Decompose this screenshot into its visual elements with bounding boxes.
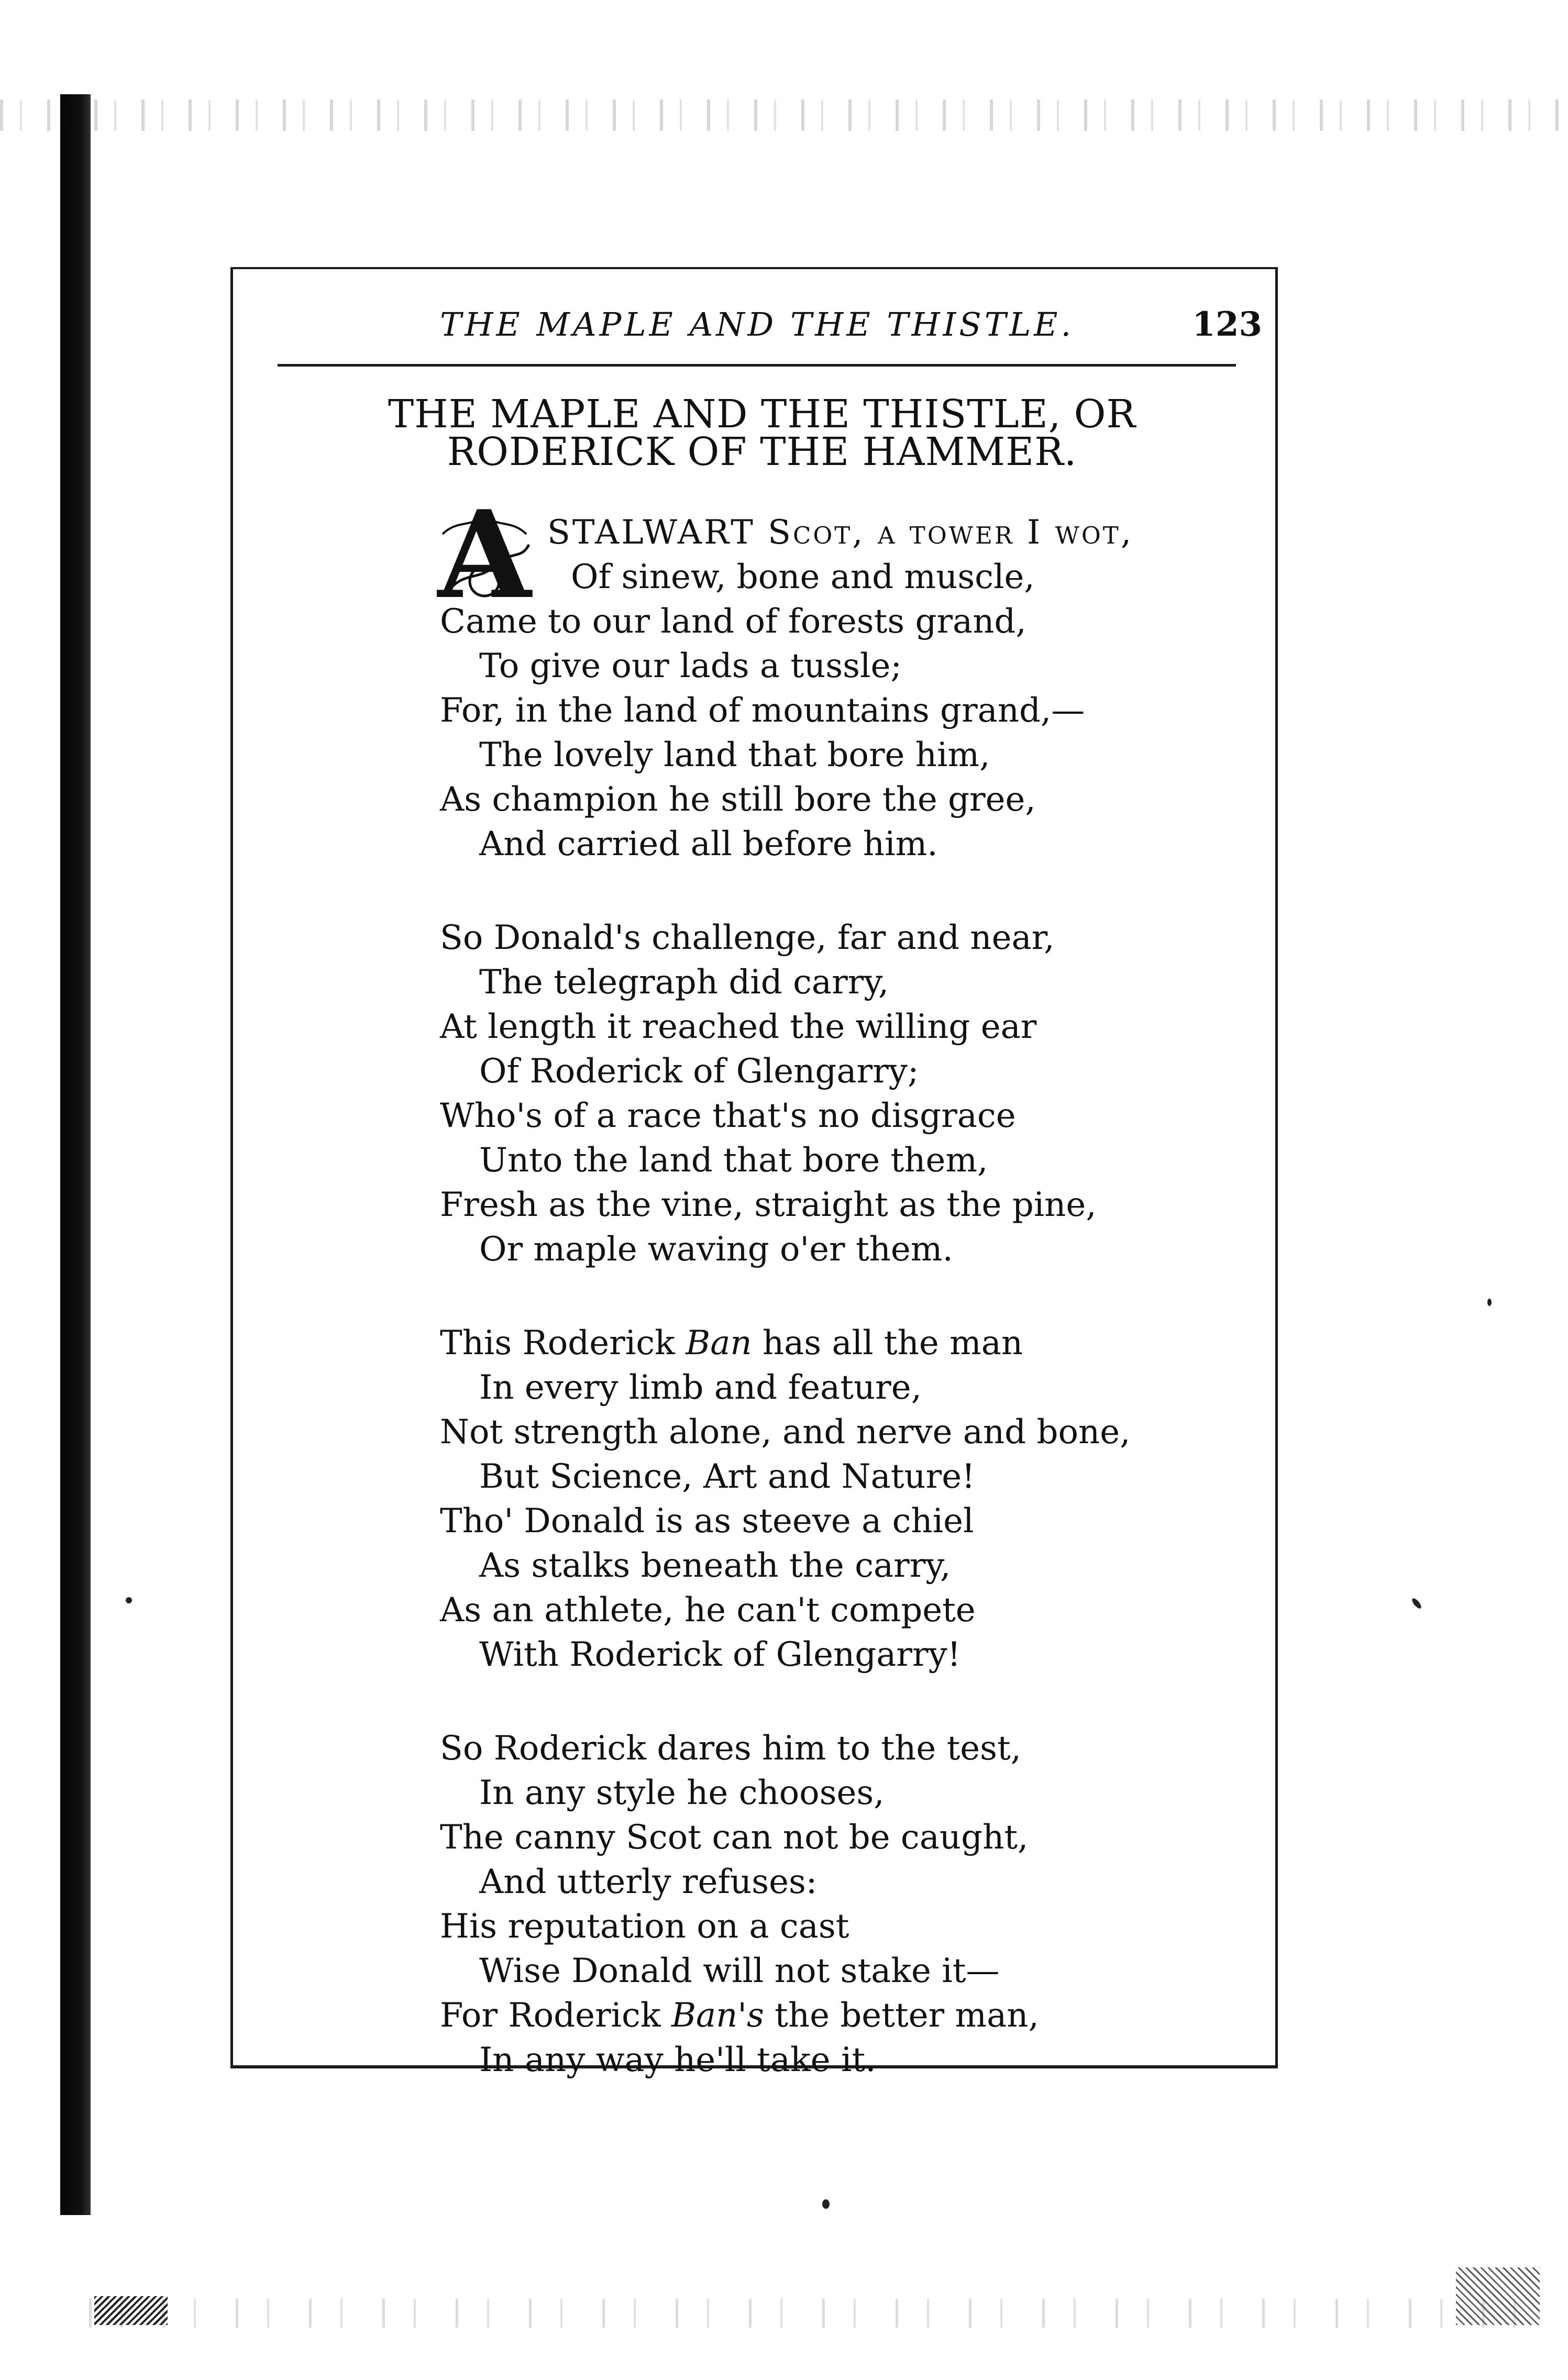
poem-line: As an athlete, he can't compete [440,1591,976,1630]
binding-shadow [60,94,91,2215]
poem-line: So Donald's challenge, far and near, [440,918,1055,957]
poem-line: The telegraph did carry, [479,963,889,1002]
line-text: For Roderick [440,1996,661,2035]
poem-line: And utterly refuses: [479,1863,818,1901]
poem-line: Unto the land that bore them, [479,1141,988,1180]
scan-speck [126,1597,132,1603]
poem-line: Came to our land of forests grand, [440,602,1026,641]
poem-line [440,1321,1267,1366]
poem-line: Of sinew, bone and muscle, [571,558,1035,596]
running-head-title: THE MAPLE AND THE THISTLE. [440,305,1075,344]
poem-line: The canny Scot can not be caught, [440,1818,1029,1857]
stanza-3 [440,1321,1267,1677]
poem-line: Who's of a race that's no disgrace [440,1097,1016,1135]
poem-line: And carried all before him. [479,825,938,864]
stanza-2 [440,916,1267,1272]
poem-line: Or maple waving o'er them. [479,1230,953,1269]
scan-speck [1487,1299,1492,1306]
poem-line: Of Roderick of Glengarry; [479,1052,919,1091]
italic-word: Ban's [671,1996,764,2035]
line-text: the better man, [775,1996,1039,2035]
poem-title: THE MAPLE AND THE THISTLE, OR RODERICK OF THE HAMMER. [388,392,1136,474]
scan-speck [1410,1597,1422,1610]
line-text: STALWART Scot, a tower I wot, [547,513,1134,552]
scan-speck [822,2199,830,2209]
poem-line: Fresh as the vine, straight as the pine, [440,1186,1097,1224]
poem-line: With Roderick of Glengarry! [479,1635,961,1674]
poem-line: So Roderick dares him to the test, [440,1729,1022,1768]
poem-line: Wise Donald will not stake it— [479,1952,1000,1990]
poem-line: As stalks beneath the carry, [479,1546,951,1585]
poem-line: In any way he'll take it. [479,2041,876,2079]
italic-word: Ban [686,1324,752,1363]
poem-line: In any style he chooses, [479,1774,885,1812]
poem-line: The lovely land that bore him, [479,736,990,774]
poem-line [440,1994,1267,2038]
stanza-4 [440,1726,1267,2083]
poem-body [440,511,1267,2132]
poem-line: As champion he still bore the gree, [440,780,1036,819]
scan-smudge-bottom-right [1456,2267,1540,2325]
line-text: has all the man [762,1324,1023,1363]
drop-cap-letter: A [437,484,532,626]
poem-line: But Science, Art and Nature! [479,1457,975,1496]
scan-noise-bottom [89,2299,1545,2328]
poem-line [440,511,1267,555]
poem-line: For, in the land of mountains grand,— [440,691,1085,730]
poem-line: In every limb and feature, [479,1368,922,1407]
scan-noise-top [0,99,1568,131]
running-head [335,296,1262,353]
poem-line: His reputation on a cast [440,1907,849,1946]
poem-line: Not strength alone, and nerve and bone, [440,1413,1131,1452]
poem-line: Tho' Donald is as steeve a chiel [440,1502,974,1541]
line-text: This Roderick [440,1324,675,1363]
poem-line: At length it reached the willing ear [440,1008,1037,1046]
header-rule [278,364,1236,367]
poem-line: To give our lads a tussle; [479,647,902,685]
scan-smudge-bottom-left [94,2296,168,2325]
stanza-1 [440,511,1267,867]
page-number: 123 [1192,305,1262,344]
